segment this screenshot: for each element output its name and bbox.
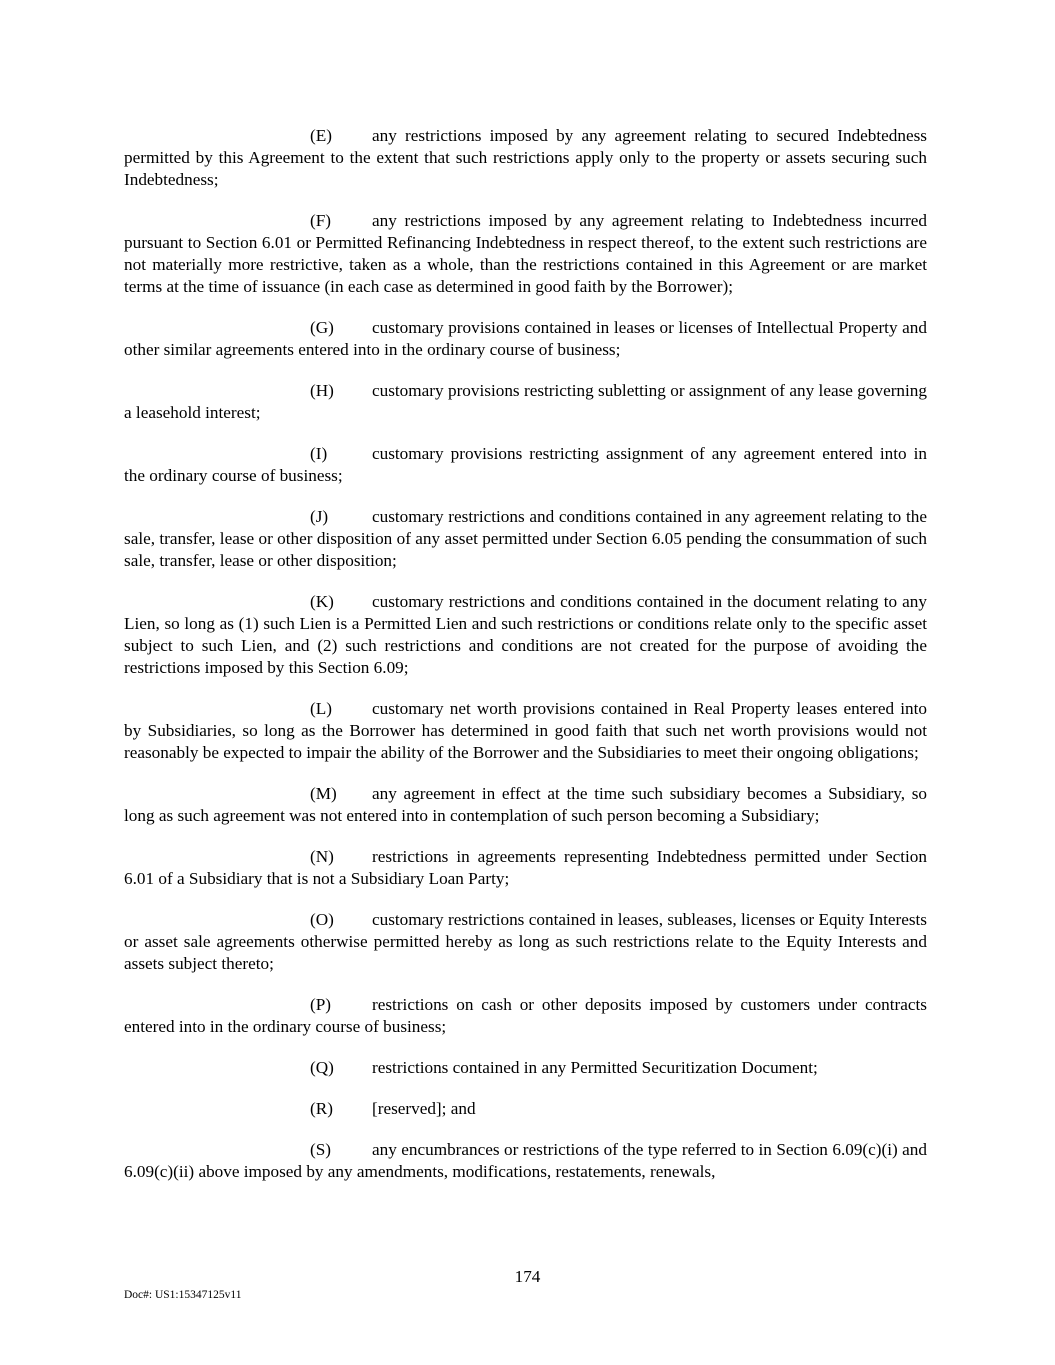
clause-label: (K) [310, 592, 334, 611]
clause-label: (N) [310, 847, 334, 866]
clause-text: customary restrictions and conditions contained in any agreement relating to the sale, transfer, lease or other disposition of any asset permitted under Section 6.05 pending the consummation of such sale, transfer, lease or other disposition; [124, 507, 927, 570]
clause-j [124, 506, 927, 572]
clause-s [124, 1139, 927, 1183]
clause-text: customary restrictions contained in leases, subleases, licenses or Equity Interests or asset sale agreements otherwise permitted hereby as long as such restrictions relate to the Equity Interests and assets subject thereto; [124, 910, 927, 973]
clause-text: any restrictions imposed by any agreement relating to Indebtedness incurred pursuant to Section 6.01 or Permitted Refinancing Indebtedness in respect thereof, to the extent such restrictions are not materially more restrictive, taken as a whole, than the restrictions contained in this Agreement or are market terms at the time of issuance (in each case as determined in good faith by the Borrower); [124, 211, 927, 296]
clause-r [124, 1098, 927, 1120]
clause-l [124, 698, 927, 764]
document-body [124, 125, 927, 1183]
clause-o [124, 909, 927, 975]
clause-label: (G) [310, 318, 334, 337]
clause-e [124, 125, 927, 191]
clause-label: (S) [310, 1140, 332, 1159]
clause-label: (L) [310, 699, 332, 718]
clause-f [124, 210, 927, 298]
clause-p [124, 994, 927, 1038]
clause-label: (H) [310, 381, 334, 400]
clause-label: (J) [310, 507, 329, 526]
clause-i [124, 443, 927, 487]
clause-text: customary net worth provisions contained in Real Property leases entered into by Subsidiaries, so long as the Borrower has determined in good faith that such net worth provisions would not reasonably be expected to impair the ability of the Borrower and the Subsidiaries to meet their ongoing obligations; [124, 699, 927, 762]
clause-text: any encumbrances or restrictions of the type referred to in Section 6.09(c)(i) and 6.09(c)(ii) above imposed by any amendments, modifications, restatements, renewals, [124, 1140, 927, 1181]
clause-label: (P) [310, 995, 332, 1014]
clause-h [124, 380, 927, 424]
clause-text: customary provisions restricting assignment of any agreement entered into in the ordinary course of business; [124, 444, 927, 485]
clause-label: (Q) [310, 1058, 334, 1077]
clause-text: any restrictions imposed by any agreement relating to secured Indebtedness permitted by this Agreement to the extent that such restrictions apply only to the property or assets securing such Indebtedness; [124, 126, 927, 189]
clause-q [124, 1057, 927, 1079]
clause-k [124, 591, 927, 679]
page-number: 174 [514, 1267, 541, 1286]
clause-label: (O) [310, 910, 334, 929]
clause-g [124, 317, 927, 361]
clause-text: restrictions in agreements representing Indebtedness permitted under Section 6.01 of a Subsidiary that is not a Subsidiary Loan Party; [124, 847, 927, 888]
clause-text: restrictions contained in any Permitted Securitization Document; [372, 1058, 818, 1077]
clause-label: (R) [310, 1099, 333, 1118]
clause-label: (M) [310, 784, 337, 803]
clause-label: (F) [310, 211, 332, 230]
clause-text: any agreement in effect at the time such subsidiary becomes a Subsidiary, so long as such agreement was not entered into in contemplation of such person becoming a Subsidiary; [124, 784, 927, 825]
clause-text: customary provisions contained in leases or licenses of Intellectual Property and other similar agreements entered into in the ordinary course of business; [124, 318, 927, 359]
clause-n [124, 846, 927, 890]
clause-text: restrictions on cash or other deposits imposed by customers under contracts entered into in the ordinary course of business; [124, 995, 927, 1036]
clause-m [124, 783, 927, 827]
document-id: Doc#: US1:15347125v11 [124, 1289, 242, 1301]
clause-text: customary provisions restricting subletting or assignment of any lease governing a leasehold interest; [124, 381, 927, 422]
clause-label: (E) [310, 126, 332, 145]
clause-text: [reserved]; and [372, 1099, 476, 1118]
clause-label: (I) [310, 444, 328, 463]
clause-text: customary restrictions and conditions contained in the document relating to any Lien, so long as (1) such Lien is a Permitted Lien and such restrictions or conditions relate only to the specific asset subject to such Lien, and (2) such restrictions and conditions are not created for the purpose of avoiding the restrictions imposed by this Section 6.09; [124, 592, 927, 677]
